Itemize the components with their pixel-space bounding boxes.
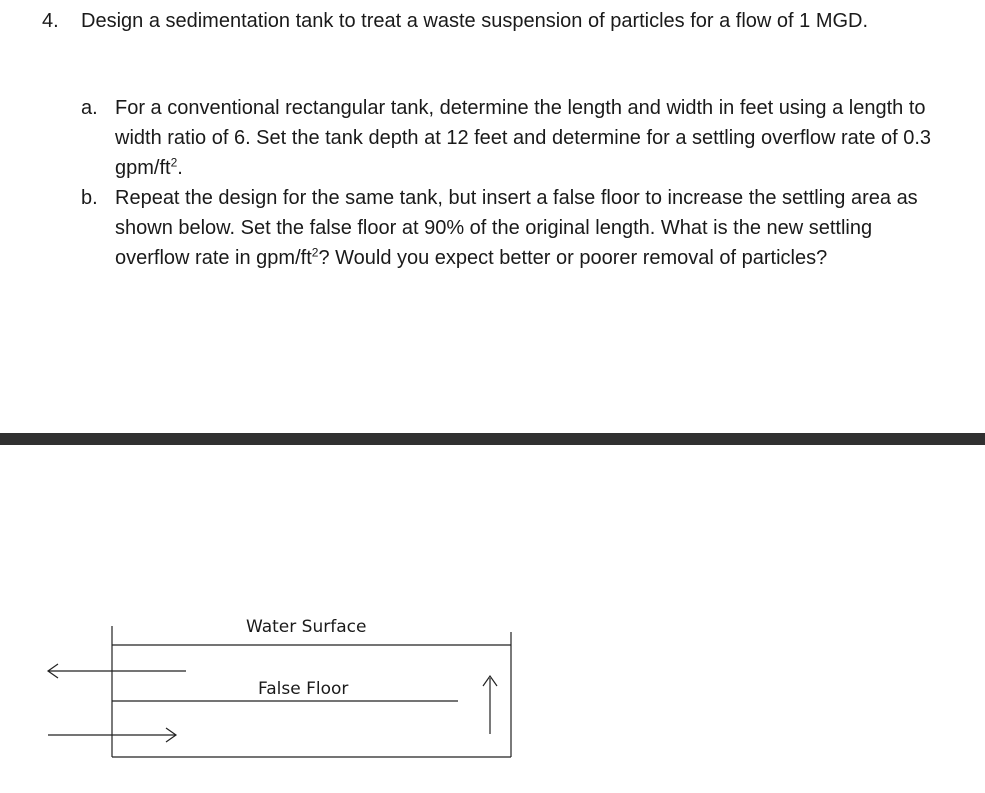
part-b-text: [115, 183, 935, 273]
part-a-letter: a.: [81, 97, 98, 119]
part-a-text-main: For a conventional rectangular tank, determine the length and width in feet using a length to width ratio of 6. Set the tank depth at 12 feet and determine for a settling overflow rate of 0.3 gpm/ft: [115, 97, 932, 179]
part-b-text-main: Repeat the design for the same tank, but insert a false floor to increase the settling area as shown below. Set the false floor at 90% of the original length. What is the new settling overflow rate in gpm/ft: [115, 187, 918, 269]
part-b-letter: b.: [81, 187, 98, 209]
tank-diagram: [0, 600, 560, 770]
question-text: Design a sedimentation tank to treat a waste suspension of particles for a flow of 1 MGD.: [81, 10, 869, 32]
water-surface-label: Water Surface: [246, 617, 367, 637]
part-a-text: [115, 93, 935, 183]
question-number: 4.: [42, 10, 59, 32]
part-a-superscript: 2: [170, 155, 178, 170]
part-b-text-end: ? Would you expect better or poorer removal of particles?: [318, 247, 828, 269]
false-floor-label: False Floor: [258, 679, 349, 699]
part-b-superscript: 2: [311, 245, 319, 260]
part-a-text-end: .: [177, 157, 183, 179]
page-divider: [0, 433, 985, 445]
